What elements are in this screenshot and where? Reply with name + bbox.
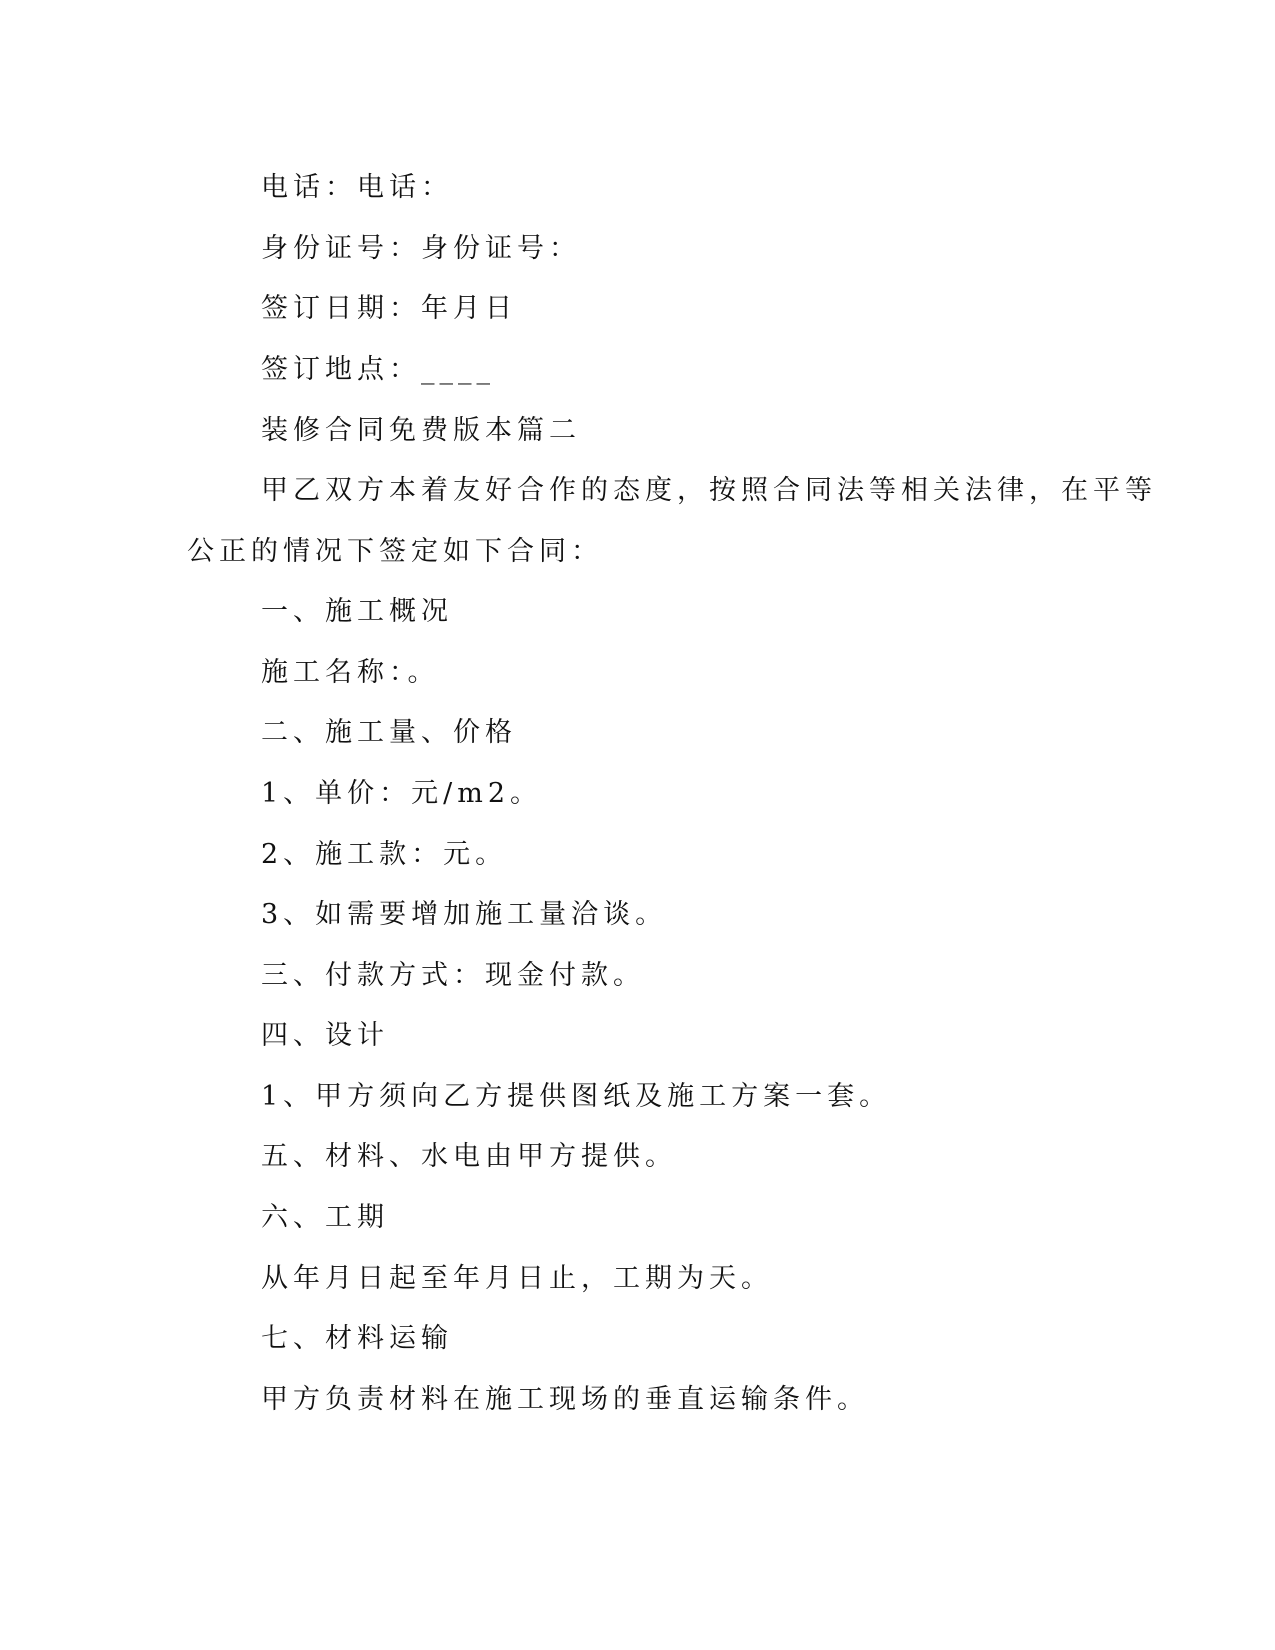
clause-heading: 二、施工量、价格 [261,717,517,748]
clause-heading: 六、工期 [261,1202,389,1233]
clause-text: 1、甲方须向乙方提供图纸及施工方案一套。 [261,1081,892,1112]
phone-line: 电话：电话： [261,172,453,203]
clause-text: 3、如需要增加施工量洽谈。 [261,899,668,930]
section-heading: 装修合同免费版本篇二 [261,415,581,446]
signing-date-line: 签订日期：年月日 [261,293,517,324]
clause-heading: 三、付款方式：现金付款。 [261,960,645,991]
clause-heading: 五、材料、水电由甲方提供。 [261,1141,677,1172]
intro-paragraph-line-2: 公正的情况下签定如下合同： [187,536,603,567]
clause-text: 从年月日起至年月日止，工期为天。 [261,1263,773,1294]
clause-text: 1、单价：元/m2。 [261,778,543,809]
intro-paragraph-line-1: 甲乙双方本着友好合作的态度，按照合同法等相关法律，在平等 [261,475,1157,506]
clause-heading: 七、材料运输 [261,1323,453,1354]
clause-heading: 一、施工概况 [261,596,453,627]
clause-text: 2、施工款：元。 [261,839,508,870]
signing-place-line: 签订地点：____ [261,354,495,385]
id-number-line: 身份证号：身份证号： [261,233,581,264]
clause-text: 甲方负责材料在施工现场的垂直运输条件。 [261,1384,869,1415]
clause-text: 施工名称：。 [261,657,440,688]
clause-heading: 四、设计 [261,1020,389,1051]
